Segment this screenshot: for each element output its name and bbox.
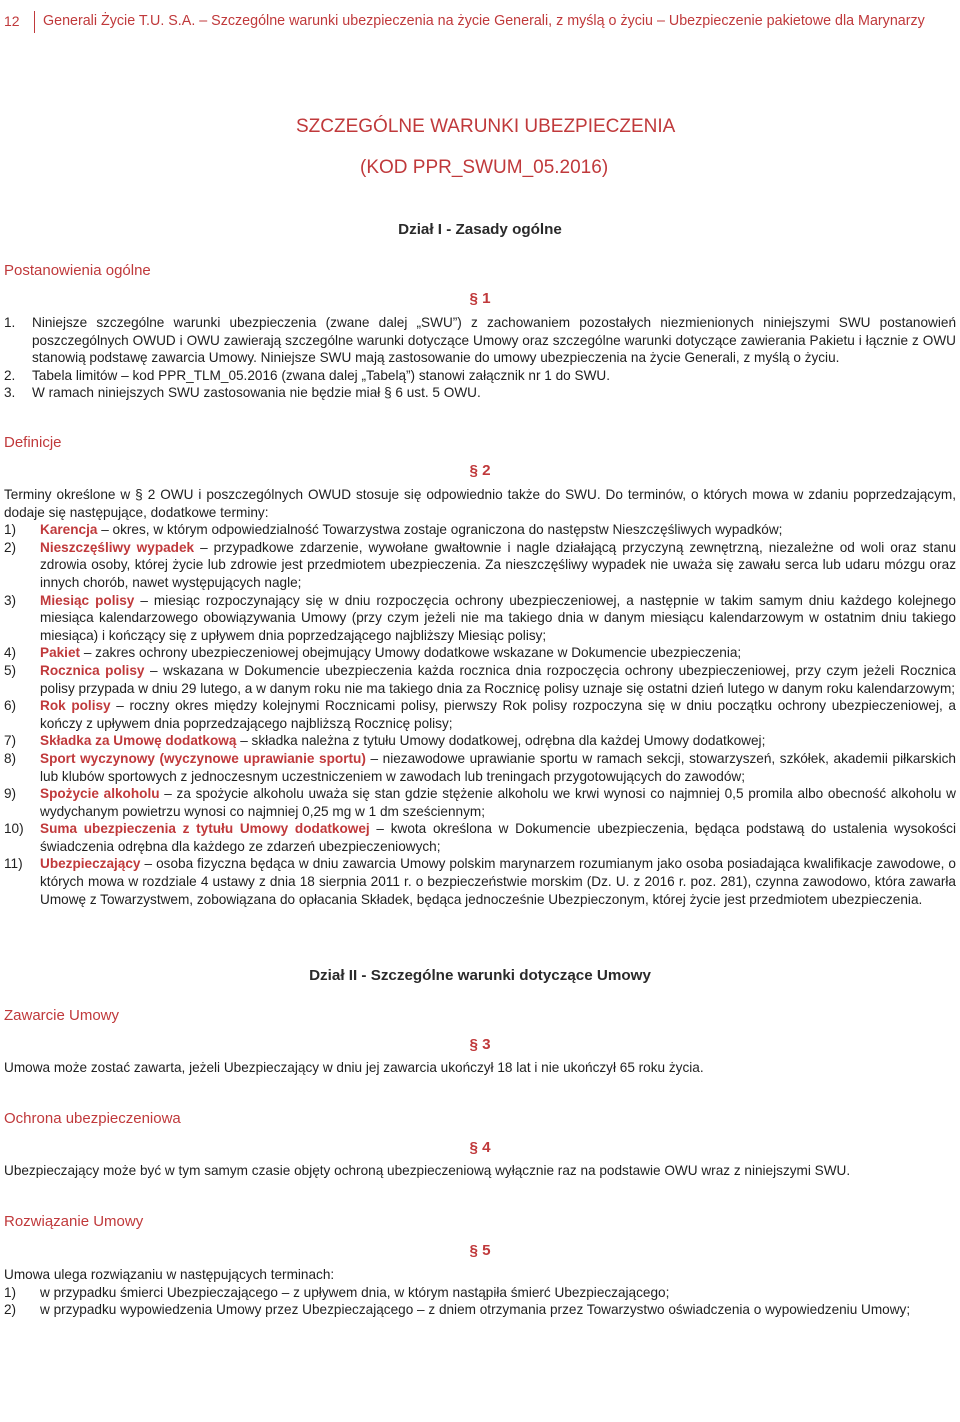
item-number: 9) xyxy=(4,786,17,802)
division-heading-2: Dział II - Szczególne warunki dotyczące Umowy xyxy=(309,967,651,984)
definition-body: – osoba fizyczna będąca w dniu zawarcia Umowy polskim marynarzem rozumianym jako osoba posiadająca kwalifikacje zawodowe, o których mowa w rozdziale 4 ustawy z dnia 18 sierpnia 2011 r. o bezpieczeństwie morskim (Dz. U. z 2016 r. poz. 281), czynna zawodowo, która zawarła Umowę z Towarzystwem, zobowiązana do opłacania Składek, będąca jednocześnie Ubezpieczonym, której życie jest przedmiotem ubezpieczenia. xyxy=(40,856,956,907)
definition-body: – niezawodowe uprawianie sportu w ramach sekcji, stowarzyszeń, szkółek, akademii piłkarskich lub klubów sportowych z jednoczesnym uczestniczeniem w zawodach lub treningach przygotowujących do zawodów; xyxy=(40,750,956,784)
defined-term: Spożycie alkoholu xyxy=(40,786,160,802)
item-number: 2) xyxy=(4,1302,17,1318)
item-number: 4) xyxy=(4,645,17,661)
section-heading-contract: Zawarcie Umowy xyxy=(4,1007,120,1024)
definition-item xyxy=(4,539,956,592)
item-number: 11) xyxy=(4,856,23,872)
list-item xyxy=(4,367,956,385)
section-heading-termination: Rozwiązanie Umowy xyxy=(4,1213,144,1230)
defined-term: Pakiet xyxy=(40,645,81,661)
list-item xyxy=(4,384,956,402)
paragraph-mark-1: § 1 xyxy=(469,290,491,307)
definition-text xyxy=(40,521,956,539)
definition-body: – miesiąc rozpoczynający się w dniu rozpoczęcia ochrony ubezpieczeniowej, a następnie w takim samym dniu każdego kolejnego miesiąca kalendarzowego obowiązywania Umowy (przy czym jeżeli nie ma takiego dnia w danym miesiącu kalendarzowym w ostatnim dniu takiego miesiąca) i kończący się z upływem dnia poprzedzającego najbliższy Miesiąc polisy; xyxy=(40,592,956,643)
division-heading-1: Dział I - Zasady ogólne xyxy=(398,221,562,238)
section-heading-general: Postanowienia ogólne xyxy=(4,262,151,279)
definition-body: – za spożycie alkoholu uważa się stan gdzie stężenie alkoholu we krwi wynosi co najmniej 0,5 promila albo obecność alkoholu w wydychanym powietrzu wynosi co najmniej 0,25 mg w 1 dm sześciennym; xyxy=(40,786,956,819)
defined-term: Rok polisy xyxy=(40,698,111,714)
definition-item xyxy=(4,750,956,785)
header-divider xyxy=(34,11,35,33)
page-number: 12 xyxy=(4,13,20,30)
item-number: 3) xyxy=(4,592,17,608)
definitions-list xyxy=(4,521,956,908)
defined-term: Suma ubezpieczenia z tytułu Umowy dodatkowej xyxy=(40,821,370,837)
running-title: Generali Życie T.U. S.A. – Szczególne warunki ubezpieczenia na życie Generali, z myślą o życiu – Ubezpieczenie pakietowe dla Marynarzy xyxy=(43,13,925,30)
document-code: (KOD PPR_SWUM_05.2016) xyxy=(360,157,609,178)
definition-body: – okres, w którym odpowiedzialność Towarzystwa zostaje ograniczona do następstw Nieszczęśliwych wypadków; xyxy=(97,522,783,538)
definition-body: – przypadkowe zdarzenie, wywołane gwałtownie i nagle działającą przyczyną zewnętrzną, niezależne od woli oraz stanu zdrowia osoby, której życie lub zdrowie jest przedmiotem ubezpieczenia. Za nieszczęśliwy wypadek nie uważa się zawału serca lub udaru mózgu oraz innych chorób, nawet występujących nagle; xyxy=(40,539,957,590)
defined-term: Rocznica polisy xyxy=(40,662,145,678)
definition-item xyxy=(4,644,956,662)
item-number: 3. xyxy=(4,385,16,401)
paragraph-mark-5: § 5 xyxy=(469,1242,491,1259)
definition-text xyxy=(40,785,956,820)
list-item xyxy=(4,1284,956,1302)
item-number: 6) xyxy=(4,698,17,714)
definition-text xyxy=(40,855,956,908)
definition-item xyxy=(4,855,956,908)
paragraph-mark-4: § 4 xyxy=(469,1139,491,1156)
definition-text xyxy=(40,732,956,750)
definition-body: – składka należna z tytułu Umowy dodatkowej, odrębna dla każdej Umowy dodatkowej; xyxy=(236,733,766,749)
defined-term: Miesiąc polisy xyxy=(40,592,135,608)
item-number: 10) xyxy=(4,821,24,837)
definition-text xyxy=(40,697,956,732)
defined-term: Karencja xyxy=(40,522,98,538)
termination-intro: Umowa ulega rozwiązaniu w następujących terminach: xyxy=(4,1267,335,1282)
definition-item xyxy=(4,662,956,697)
section-heading-protection: Ochrona ubezpieczeniowa xyxy=(4,1110,181,1127)
definition-text xyxy=(40,644,956,662)
definition-body: – zakres ochrony ubezpieczeniowej obejmujący Umowy dodatkowe wskazane w Dokumencie ubezpieczenia; xyxy=(80,645,742,661)
paragraph-mark-3: § 3 xyxy=(469,1036,491,1053)
list-item xyxy=(4,1301,956,1319)
list-item xyxy=(4,314,956,367)
definition-text xyxy=(40,539,956,592)
defined-term: Składka za Umowę dodatkową xyxy=(40,733,237,749)
running-header xyxy=(4,10,925,34)
definition-text xyxy=(40,820,956,855)
definition-text xyxy=(40,592,956,645)
definition-body: – roczny okres między kolejnymi Rocznicami polisy, pierwszy Rok polisy rozpoczyna się w dniu początku ochrony ubezpieczeniowej, a kończy z upływem dnia poprzedzającego najbliższą Rocznicę polisy; xyxy=(40,698,956,731)
definitions-intro: Terminy określone w § 2 OWU i poszczególnych OWUD stosuje się odpowiednio także do SWU. Do terminów, o których mowa w zdaniu poprzedzającym, dodaje się następujące, dodatkowe terminy: xyxy=(4,487,956,520)
termination-block xyxy=(4,1266,956,1319)
paragraph-mark-2: § 2 xyxy=(469,462,491,479)
item-number: 5) xyxy=(4,662,17,678)
defined-term: Sport wyczynowy (wyczynowe uprawianie sportu) xyxy=(40,750,366,766)
protection-text: Ubezpieczający może być w tym samym czasie objęty ochroną ubezpieczeniową wyłącznie raz na podstawie OWU wraz z niniejszymi SWU. xyxy=(4,1163,851,1178)
definition-body: – kwota określona w Dokumencie ubezpieczenia, będąca podstawą do ustalenia wysokości świadczenia odrębna dla każdego ze zdarzeń ubezpieczeniowych; xyxy=(40,821,956,854)
item-number: 8) xyxy=(4,750,17,766)
definitions-block xyxy=(4,486,956,908)
definition-text xyxy=(40,750,956,785)
item-text: Niniejsze szczególne warunki ubezpieczenia (zwane dalej „SWU”) z zachowaniem pozostałych niezmienionych niniejszymi SWU postanowień poszczególnych OWUD i OWU zawierają szczególne warunki dotyczące Umowy oraz szczególne warunki dotyczące zawierania Pakietu i łącznie z OWU stanowią podstawę zawarcia Umowy. Niniejsze SWU mają zastosowanie do umowy ubezpieczenia na życie Generali, z myślą o życiu. xyxy=(32,315,956,366)
item-text: w przypadku wypowiedzenia Umowy przez Ubezpieczającego – z dniem otrzymania przez Towarzystwo oświadczenia o wypowiedzeniu Umowy; xyxy=(40,1302,911,1318)
item-text: Tabela limitów – kod PPR_TLM_05.2016 (zwana dalej „Tabelą”) stanowi załącznik nr 1 do SWU. xyxy=(32,367,611,383)
contract-text: Umowa może zostać zawarta, jeżeli Ubezpieczający w dniu jej zawarcia ukończył 18 lat i nie ukończył 65 roku życia. xyxy=(4,1060,704,1075)
definition-item xyxy=(4,785,956,820)
item-text: w przypadku śmierci Ubezpieczającego – z upływem dnia, w którym nastąpiła śmierć Ubezpieczającego; xyxy=(40,1284,670,1300)
document-title: SZCZEGÓLNE WARUNKI UBEZPIECZENIA xyxy=(296,116,676,137)
item-number: 2) xyxy=(4,539,17,555)
definition-item xyxy=(4,732,956,750)
item-number: 2. xyxy=(4,367,16,383)
defined-term: Nieszczęśliwy wypadek xyxy=(40,539,195,555)
definition-item xyxy=(4,697,956,732)
definition-item xyxy=(4,592,956,645)
definition-text xyxy=(40,662,956,697)
item-number: 1. xyxy=(4,315,16,330)
defined-term: Ubezpieczający xyxy=(40,856,141,872)
item-text: W ramach niniejszych SWU zastosowania nie będzie miał § 6 ust. 5 OWU. xyxy=(32,385,481,401)
section-heading-definitions: Definicje xyxy=(4,434,62,451)
definition-item xyxy=(4,820,956,855)
general-provisions-list xyxy=(4,314,956,402)
definition-item xyxy=(4,521,956,539)
definition-body: – wskazana w Dokumencie ubezpieczenia każda rocznica dnia rozpoczęcia ochrony ubezpieczeniowej, przy czym jeżeli Rocznica polisy przypada w dniu 29 lutego, a w danym roku nie ma takiego dnia za Rocznicę polisy uznaje się ostatni dzień lutego w danym roku kalendarzowym; xyxy=(40,662,956,696)
item-number: 1) xyxy=(4,1284,17,1300)
item-number: 7) xyxy=(4,733,17,749)
item-number: 1) xyxy=(4,522,17,538)
